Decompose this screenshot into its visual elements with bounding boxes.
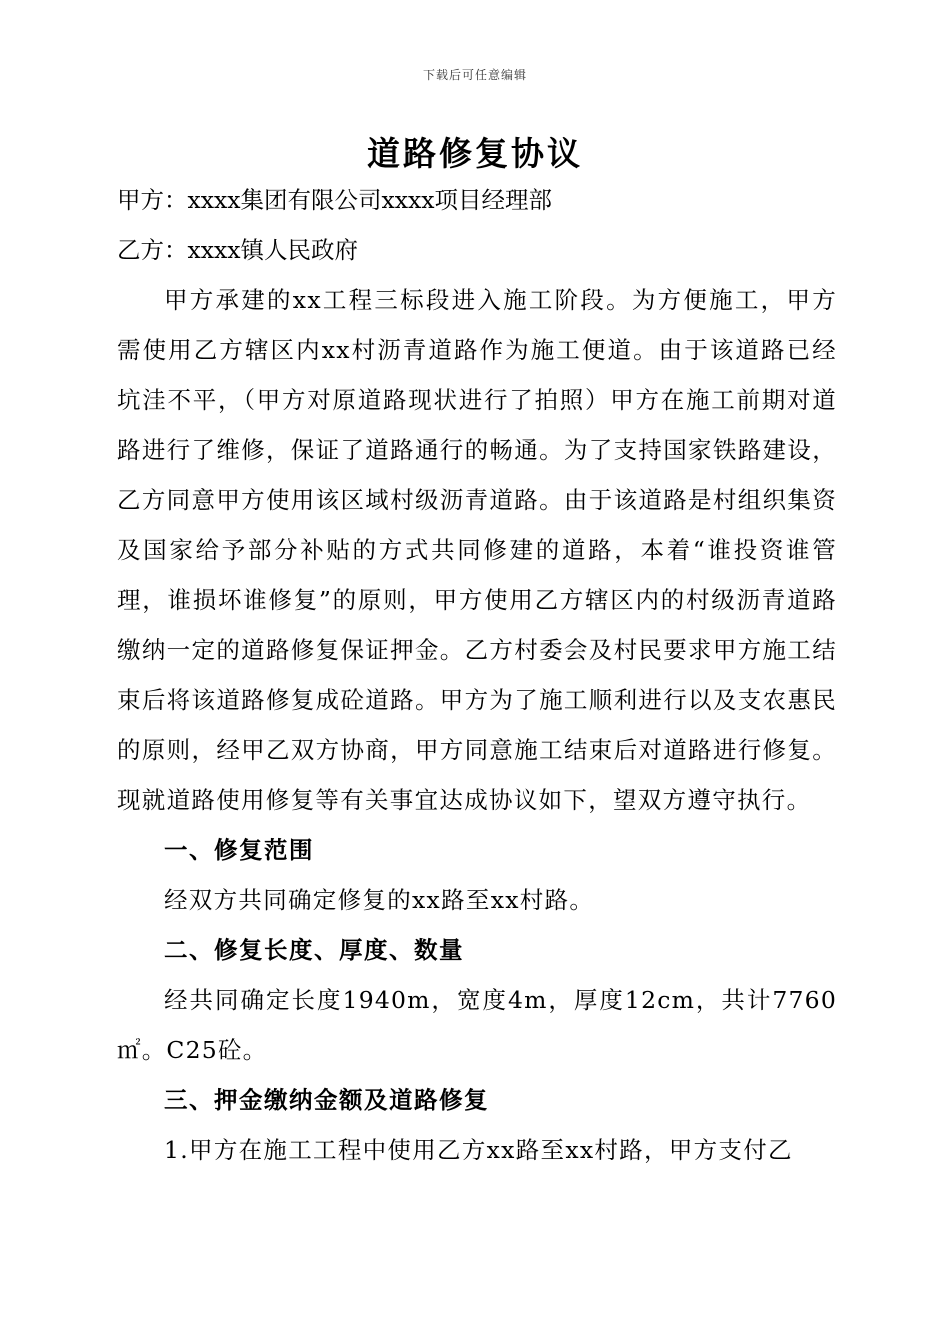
intro-paragraph: 甲方承建的xx工程三标段进入施工阶段。为方便施工，甲方需使用乙方辖区内xx村沥青道路作为施工便道。由于该道路已经坑洼不平，（甲方对原道路现状进行了拍照）甲方在施工前期对道路进行了维修，保证了道路通行的畅通。为了支持国家铁路建设，乙方同意甲方使用该区域村级沥青道路。由于该道路是村组织集资及国家给予部分补贴的方式共同修建的道路，本着“谁投资谁管理，谁损坏谁修复”的原则，甲方使用乙方辖区内的村级沥青道路缴纳一定的道路修复保证押金。乙方村委会及村民要求甲方施工结束后将该道路修复成砼道路。甲方为了施工顺利进行以及支农惠民的原则，经甲乙双方协商，甲方同意施工结束后对道路进行修复。现就道路使用修复等有关事宜达成协议如下，望双方遵守执行。 xyxy=(117,286,837,814)
section-text-scope: 经双方共同确定修复的xx路至xx村路。 xyxy=(164,886,595,914)
document-title: 道路修复协议 xyxy=(367,134,583,173)
section-heading-deposit: 三、押金缴纳金额及道路修复 xyxy=(164,1086,489,1114)
party-a: 甲方：xxxx集团有限公司xxxx项目经理部 xyxy=(117,186,553,214)
header-note: 下载后可任意编辑 xyxy=(422,68,527,82)
document-body xyxy=(117,175,837,1175)
section-heading-scope: 一、修复范围 xyxy=(164,836,314,864)
party-b: 乙方：xxxx镇人民政府 xyxy=(117,236,359,264)
section-text-dimensions: 经共同确定长度1940m，宽度4m，厚度12cm，共计7760㎡。C25砼。 xyxy=(117,986,837,1064)
section-heading-dimensions: 二、修复长度、厚度、数量 xyxy=(164,936,464,964)
section-text-deposit: 1.甲方在施工工程中使用乙方xx路至xx村路，甲方支付乙 xyxy=(164,1136,793,1164)
